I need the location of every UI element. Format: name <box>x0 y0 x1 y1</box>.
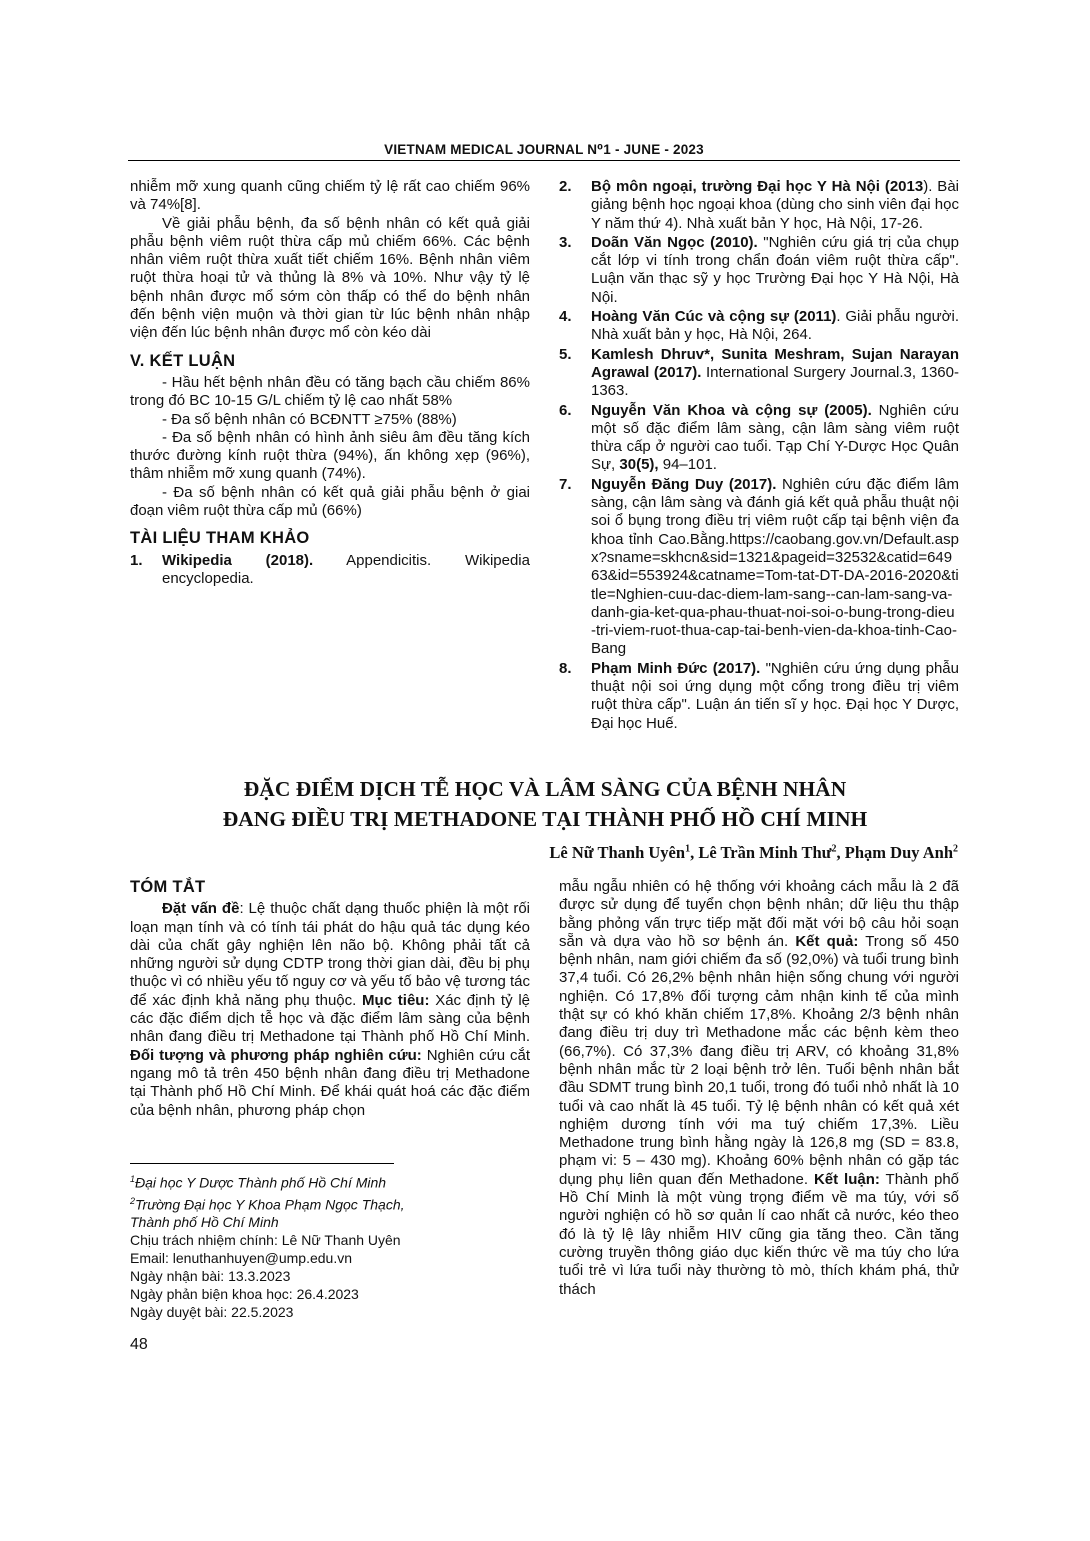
footnote-rule <box>130 1163 394 1164</box>
abstract-label: Đặt vấn đề <box>162 900 240 918</box>
reference-author: Nguyễn Đăng Duy (2017). <box>591 475 777 493</box>
abstract-right-column <box>559 878 959 1299</box>
article-title <box>140 774 950 834</box>
abstract-heading: TÓM TẮT <box>130 878 206 896</box>
affiliation <box>130 1170 530 1192</box>
prev-article-left-column <box>130 178 530 589</box>
reference-item <box>559 660 959 733</box>
reference-text: International Surgery Journal.3, 1360-1363. <box>591 363 959 400</box>
abstract-text: Thành phố Hồ Chí Minh là một vùng trọng điểm về ma túy, với số người nghiện có hồ sơ quản lí cao nhất cả nước, kéo theo đó là tỷ lệ lây nhiễm HIV cũng gia tăng theo. Cần tăng cường truyền thông giáo dục kiến thức về ma túy cho lứa tuổi trẻ vì lứa tuổi này thường tò mò, thích khám phá, thử thách <box>559 1170 960 1298</box>
reference-pages: 94–101. <box>658 456 717 474</box>
reference-author: Hoàng Văn Cúc và cộng sự (2011) <box>591 308 837 326</box>
affiliation-mark: 2 <box>130 1195 136 1206</box>
abstract-label: Kết luận: <box>813 1170 880 1188</box>
author-name: Lê Nữ Thanh Uyên <box>549 843 686 862</box>
abstract-label: Mục tiêu: <box>362 991 430 1009</box>
header-rule <box>128 160 960 161</box>
reference-text: . Giải phẫu người. Nhà xuất bản y học, Hà Nội, 264. <box>591 308 960 344</box>
conclusion-item: - Đa số bệnh nhân có BCĐNTT ≥75% (88%) <box>162 410 457 428</box>
prev-article-right-column <box>559 178 959 734</box>
reference-author: Bộ môn ngoại, trường Đại học Y Hà Nội (2013 <box>591 178 924 195</box>
article-title-line: ĐANG ĐIỀU TRỊ METHADONE TẠI THÀNH PHỐ HỒ CHÍ MINH <box>222 807 868 831</box>
reference-text: ). Bài giảng bệnh học ngoại khoa (dùng cho sinh viên đại học Y năm thứ 4). Nhà xuất bản Y học, Hà Nội, 17-26. <box>591 178 959 232</box>
reference-item <box>559 346 959 401</box>
reference-text: Nghiên cứu đặc điểm lâm sàng, cận lâm sàng và đánh giá kết quả phẫu thuật nội soi ổ bụng trong điều trị viêm ruột cấp tại bệnh viện đa khoa tỉnh Cao.Bằng. <box>591 475 959 548</box>
reference-item <box>130 552 530 589</box>
abstract-text: Nghiên cứu cắt ngang mô tả trên 450 bệnh nhân đang điều trị Methadone tại Thành phố Hồ Chí Minh. Để khái quát hoá các đặc điểm của bệnh nhân, phương pháp chọn <box>130 1046 530 1119</box>
reference-item <box>559 402 959 475</box>
reference-number: 5. <box>559 345 572 363</box>
abstract-text: Xác định tỷ lệ các đặc điểm dịch tễ học và đặc điểm lâm sàng của bệnh nhân đang điều trị Methadone tại Thành phố Hồ Chí Minh. <box>130 991 530 1046</box>
reference-number: 7. <box>559 475 572 493</box>
author-name: Lê Trần Minh Thư <box>698 843 832 862</box>
paragraph: nhiễm mỡ xung quanh cũng chiếm tỷ lệ rất cao chiếm 96% và 74%[8]. <box>130 178 530 214</box>
journal-header: VIETNAM MEDICAL JOURNAL N⁰1 - JUNE - 2023 <box>384 142 704 157</box>
abstract-paragraph <box>559 878 959 1299</box>
author-separator: , <box>690 843 699 862</box>
author-affiliation-mark: 2 <box>831 843 837 855</box>
author-name: Phạm Duy Anh <box>844 843 953 862</box>
reference-text: Nghiên cứu một số đặc điểm lâm sàng, cận lâm sàng viêm ruột thừa cấp ở người cao tuổi. Tạp Chí Y-Dược Học Quân Sự, <box>591 401 959 474</box>
date-reviewed: Ngày phản biện khoa học: 26.4.2023 <box>130 1286 359 1303</box>
reference-volume: 30(5), <box>619 456 659 474</box>
corresponding-author: Chịu trách nhiệm chính: Lê Nữ Thanh Uyên <box>130 1232 401 1249</box>
reference-author: Kamlesh Dhruv*, Sunita Meshram, Sujan Narayan Agrawal (2017). <box>591 345 959 381</box>
abstract-left-column <box>130 878 530 1120</box>
abstract-label: Kết quả: <box>795 932 859 950</box>
author-separator: , <box>836 843 845 862</box>
reference-number: 4. <box>559 308 572 326</box>
reference-item <box>559 178 959 233</box>
author-affiliation-mark: 2 <box>953 843 958 855</box>
reference-number: 6. <box>559 401 572 419</box>
reference-text: "Nghiên cứu giá trị của chụp cắt lớp vi tính trong chẩn đoán viêm ruột thừa cấp". Luận văn thạc sỹ y học Trường Đại học Y Hà Nội, Hà Nội. <box>591 233 959 306</box>
reference-text: Appendicitis. Wikipedia encyclopedia. <box>162 551 530 587</box>
abstract-label: Đối tượng và phương pháp nghiên cứu: <box>130 1046 422 1064</box>
article-title-line: ĐẶC ĐIỂM DỊCH TỄ HỌC VÀ LÂM SÀNG CỦA BỆNH NHÂN <box>243 777 847 801</box>
reference-author: Nguyễn Văn Khoa và cộng sự (2005). <box>591 401 872 419</box>
affiliation-mark: 1 <box>130 1174 136 1184</box>
abstract-text: : Lệ thuộc chất dạng thuốc phiện là một rối loạn mạn tính và có tính tái phát do hậu quả tác dụng kéo dài của chất gây nghiện lên não bộ. Không phải tất cả những người sử dụng CDTP trong thời gian dài, đều bị phụ thuộc vì có nhiều yếu tố nguy cơ và yếu tố bảo vệ tương tác để xác định khả năng phụ thuộc. <box>130 900 531 1009</box>
conclusion-item: - Đa số bệnh nhân có hình ảnh siêu âm đều tăng kích thước đường kính ruột thừa (94%), ấn không xẹp (96%), thâm nhiễm mỡ xung quanh (74%). <box>130 428 530 483</box>
reference-url: https://caobang.gov.vn/Default.aspx?sname=skhcn&sid=1321&pageid=32532&catid=64963&id=553924&catname=Tom-tat-DT-DA-2016-2020&title=Nghien-cuu-dac-diem-lam-sang--can-lam-sang-va-danh-gia-ket-qua-phau-thuat-noi-soi-o-bung-trong-dieu-tri-viem-ruot-thua-cap-tai-benh-vien-da-khoa-tinh-Cao-Bang <box>591 530 959 658</box>
reference-number: 3. <box>559 233 572 251</box>
affiliation-text: Đại học Y Dược Thành phố Hồ Chí Minh <box>135 1174 387 1191</box>
reference-number: 1. <box>130 551 143 569</box>
conclusion-item: - Hầu hết bệnh nhân đều có tăng bạch cầu chiếm 86% trong đó BC 10-15 G/L chiếm tỷ lệ cao nhất 58% <box>130 373 530 410</box>
affiliation <box>130 1192 530 1214</box>
reference-number: 8. <box>559 659 572 677</box>
paragraph: Về giải phẫu bệnh, đa số bệnh nhân có kết quả giải phẫu bệnh viêm ruột thừa cấp mủ chiếm 66%. Các bệnh nhân viêm ruột thừa xuất tiết chiếm 16%. Bệnh nhân viêm ruột thừa hoại tử và thủng là 8% và 10%. Như vậy tỷ lệ bệnh nhân được mổ sớm còn thấp có thể do bệnh nhân đến bệnh viện muộn và thời gian từ lúc bệnh nhân nhập viện đến lúc bệnh nhân được mổ còn kéo dài <box>130 214 530 342</box>
affiliation-continuation: Thành phố Hồ Chí Minh <box>130 1214 279 1231</box>
abstract-text: mẫu ngẫu nhiên có hệ thống với khoảng cách mẫu là 2 đã được sử dụng để tuyển chọn bệnh nhân; dữ liệu thu thập bằng phỏng vấn trực tiếp mặt đối mặt với bộ câu hỏi soạn sẵn và dựa vào hồ sơ bệnh án. <box>559 878 959 950</box>
section-heading-references: TÀI LIỆU THAM KHẢO <box>130 529 310 548</box>
reference-text: "Nghiên cứu ứng dụng phẫu thuật nội soi ứng dụng một cổng trong điều trị viêm ruột thừa cấp". Luận án tiến sĩ y học. Đại học Y Dược, Đại học Huế. <box>591 659 959 732</box>
affiliation-text: Trường Đại học Y Khoa Phạm Ngọc Thạch, <box>135 1196 405 1213</box>
conclusion-item: - Đa số bệnh nhân có kết quả giải phẫu bệnh ở giai đoạn viêm ruột thừa cấp mủ (66%) <box>130 483 530 520</box>
reference-author: Phạm Minh Đức (2017). <box>591 659 761 677</box>
abstract-paragraph <box>130 900 530 1120</box>
footnotes <box>130 1170 530 1321</box>
email: Email: lenuthanhuyen@ump.edu.vn <box>130 1250 353 1267</box>
author-affiliation-mark: 1 <box>685 843 691 855</box>
author-list <box>549 843 958 863</box>
abstract-text: Trong số 450 bệnh nhân, nam giới chiếm đa số (92,0%) và tuổi trung bình 37,4 tuổi. Có 26,2% bệnh nhân hiện sống chung với người nghiện. Có 17,8% đối tượng cảm nhận kinh tế của mình thật sự có khó khăn chiếm 17,8%. Khoảng 2/3 bệnh nhân đang điều trị duy trì Methadone mắc các bệnh kèm theo (66,7%). Có 37,3% đang điều trị ARV, có khoảng 31,8% bệnh nhân mắc từ 2 loại bệnh trở lên. Tuổi bệnh nhân bắt đầu SDMT trung bình 20,1 tuổi, trong đó tuổi nhỏ nhất là 10 tuổi và cao nhất là 45 tuổi. Tỷ lệ bệnh nhân có kết quả xét nghiệm dương tính với ma tuý chiếm 17,3%. Liều Methadone trung bình hằng ngày là 126,8 mg (SD = 83.8, phạm vi: 5 – 430 mg). Khoảng 60% bệnh nhân có gặp tác dụng phụ liên quan đến Methadone. <box>559 932 959 1188</box>
reference-author: Wikipedia (2018). <box>162 551 314 569</box>
reference-number: 2. <box>559 178 572 195</box>
reference-item <box>559 308 959 345</box>
section-heading-conclusion: V. KẾT LUẬN <box>130 351 236 370</box>
reference-item <box>559 476 959 659</box>
date-received: Ngày nhận bài: 13.3.2023 <box>130 1268 291 1285</box>
page-number: 48 <box>130 1336 148 1353</box>
reference-author: Doãn Văn Ngọc (2010). <box>591 233 758 251</box>
date-accepted: Ngày duyệt bài: 22.5.2023 <box>130 1304 294 1321</box>
reference-item <box>559 234 959 307</box>
